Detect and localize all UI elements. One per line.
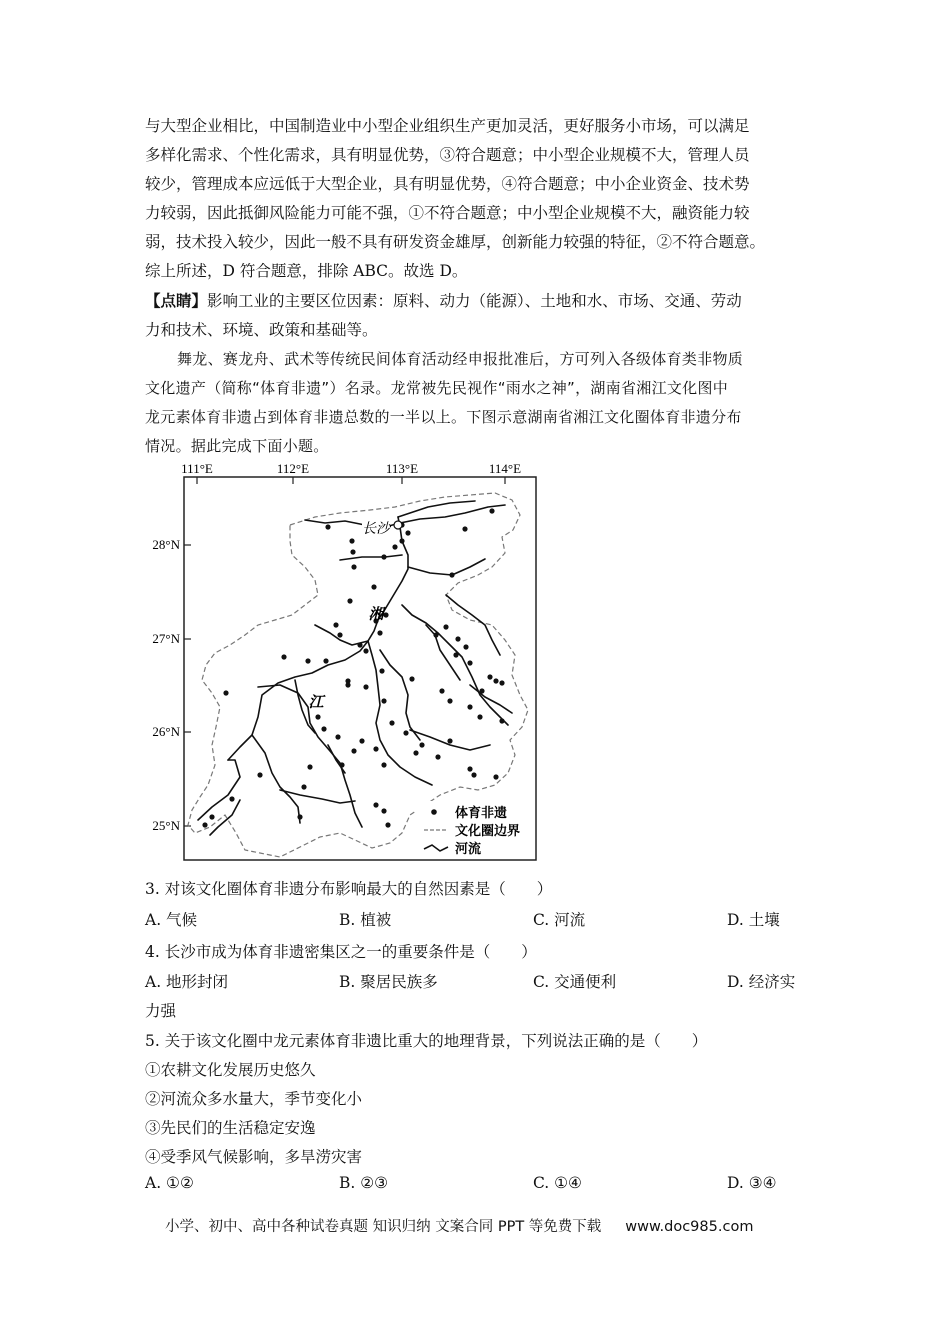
latitude-ticks [184,545,191,826]
explanation-line: 与大型企业相比，中国制造业中小型企业组织生产更加灵活，更好服务小市场，可以满足 [145,117,750,135]
tip-line-1: 【点睛】影响工业的主要区位因素：原料、动力（能源）、土地和水、市场、交通、劳动 [145,291,742,310]
changsha-marker [394,521,402,529]
option-d-continuation: 力强 [145,1002,177,1020]
passage-line: 文化遗产（简称“体育非遗”）名录。龙常被先民视作“雨水之神”，湖南省湘江文化图中 [145,379,729,397]
lat-label-25: 25°N [152,818,180,833]
footer-link[interactable]: www.doc985.com [625,1219,754,1235]
heritage-points [202,508,504,827]
river-label-xiang: 湘 [368,607,384,623]
explanation-line: 综上所述，D 符合题意，排除 ABC。故选 D。 [145,262,468,280]
lat-label-28: 28°N [152,537,180,552]
explanation-line: 多样化需求、个性化需求，具有明显优势，③符合题意；中小型企业规模不大，管理人员 [145,146,750,164]
map-legend [416,801,534,859]
question-5-stem: 5. 关于该文化圈中龙元素体育非遗比重大的地理背景，下列说法正确的是（ ） [145,1032,708,1050]
lon-label-113: 113°E [385,461,419,476]
explanation-line: 弱，技术投入较少，因此一般不具有研发资金雄厚，创新能力较强的特征，②不符合题意。 [145,233,766,251]
reading-passage [145,345,815,461]
option-b[interactable]: B. 植被 [339,911,392,929]
tip-paragraph [145,286,815,345]
option-a[interactable]: A. ①② [145,1174,194,1192]
passage-line: 舞龙、赛龙舟、武术等传统民间体育活动经申报批准后，方可列入各级体育类非物质 [177,350,744,368]
lat-label-26: 26°N [152,724,180,739]
option-b[interactable]: B. ②③ [339,1174,389,1192]
option-c[interactable]: C. ①④ [533,1174,582,1192]
page-footer [165,1215,753,1236]
xiang-river-main [228,517,408,760]
option-b[interactable]: B. 聚居民族多 [339,973,438,991]
legend-dot-symbol [431,809,437,815]
statement-1: ①农耕文化发展历史悠久 [145,1061,316,1079]
option-a[interactable]: A. 地形封闭 [145,973,229,991]
option-d[interactable]: D. 土壤 [727,911,780,929]
option-c[interactable]: C. 交通便利 [533,973,617,991]
tip-label: 【点睛】 [145,291,208,310]
explanation-line: 力较弱，因此抵御风险能力可能不强，①不符合题意；中小型企业规模不大，融资能力较 [145,204,750,222]
option-a[interactable]: A. 气候 [145,911,198,929]
statement-3: ③先民们的生活稳定安逸 [145,1119,316,1137]
footer-text: 小学、初中、高中各种试卷真题 知识归纳 文案合同 PPT 等免费下载 [165,1219,602,1235]
statement-4: ④受季风气候影响，多旱涝灾害 [145,1148,363,1166]
legend-river: 河流 [455,842,482,857]
question-3-stem: 3. 对该文化圈体育非遗分布影响最大的自然因素是（ ） [145,880,553,898]
tip-line-2: 力和技术、环境、政策和基础等。 [145,321,378,339]
xiangjiang-culture-map [140,455,550,875]
legend-heritage: 体育非遗 [455,806,508,821]
statement-2: ②河流众多水量大，季节变化小 [145,1090,363,1108]
lat-label-27: 27°N [152,631,180,646]
changsha-label: 长沙 [362,522,390,537]
passage-line: 龙元素体育非遗占到体育非遗总数的一半以上。下图示意湖南省湘江文化圈体育非遗分布 [145,408,742,426]
option-d[interactable]: D. 经济实 [727,973,796,991]
lon-label-112: 112°E [276,461,310,476]
lon-label-111: 111°E [181,461,213,476]
answer-explanation [145,112,815,286]
lon-label-114: 114°E [488,461,522,476]
longitude-ticks [197,477,505,484]
option-c[interactable]: C. 河流 [533,911,586,929]
option-d[interactable]: D. ③④ [727,1174,777,1192]
river-label-jiang: 江 [308,695,324,711]
passage-line: 情况。据此完成下面小题。 [145,437,329,455]
explanation-line: 较少，管理成本应远低于大型企业，具有明显优势，④符合题意；中小企业资金、技术势 [145,175,750,193]
question-4-stem: 4. 长沙市成为体育非遗密集区之一的重要条件是（ ） [145,943,537,961]
legend-boundary: 文化圈边界 [455,824,521,839]
